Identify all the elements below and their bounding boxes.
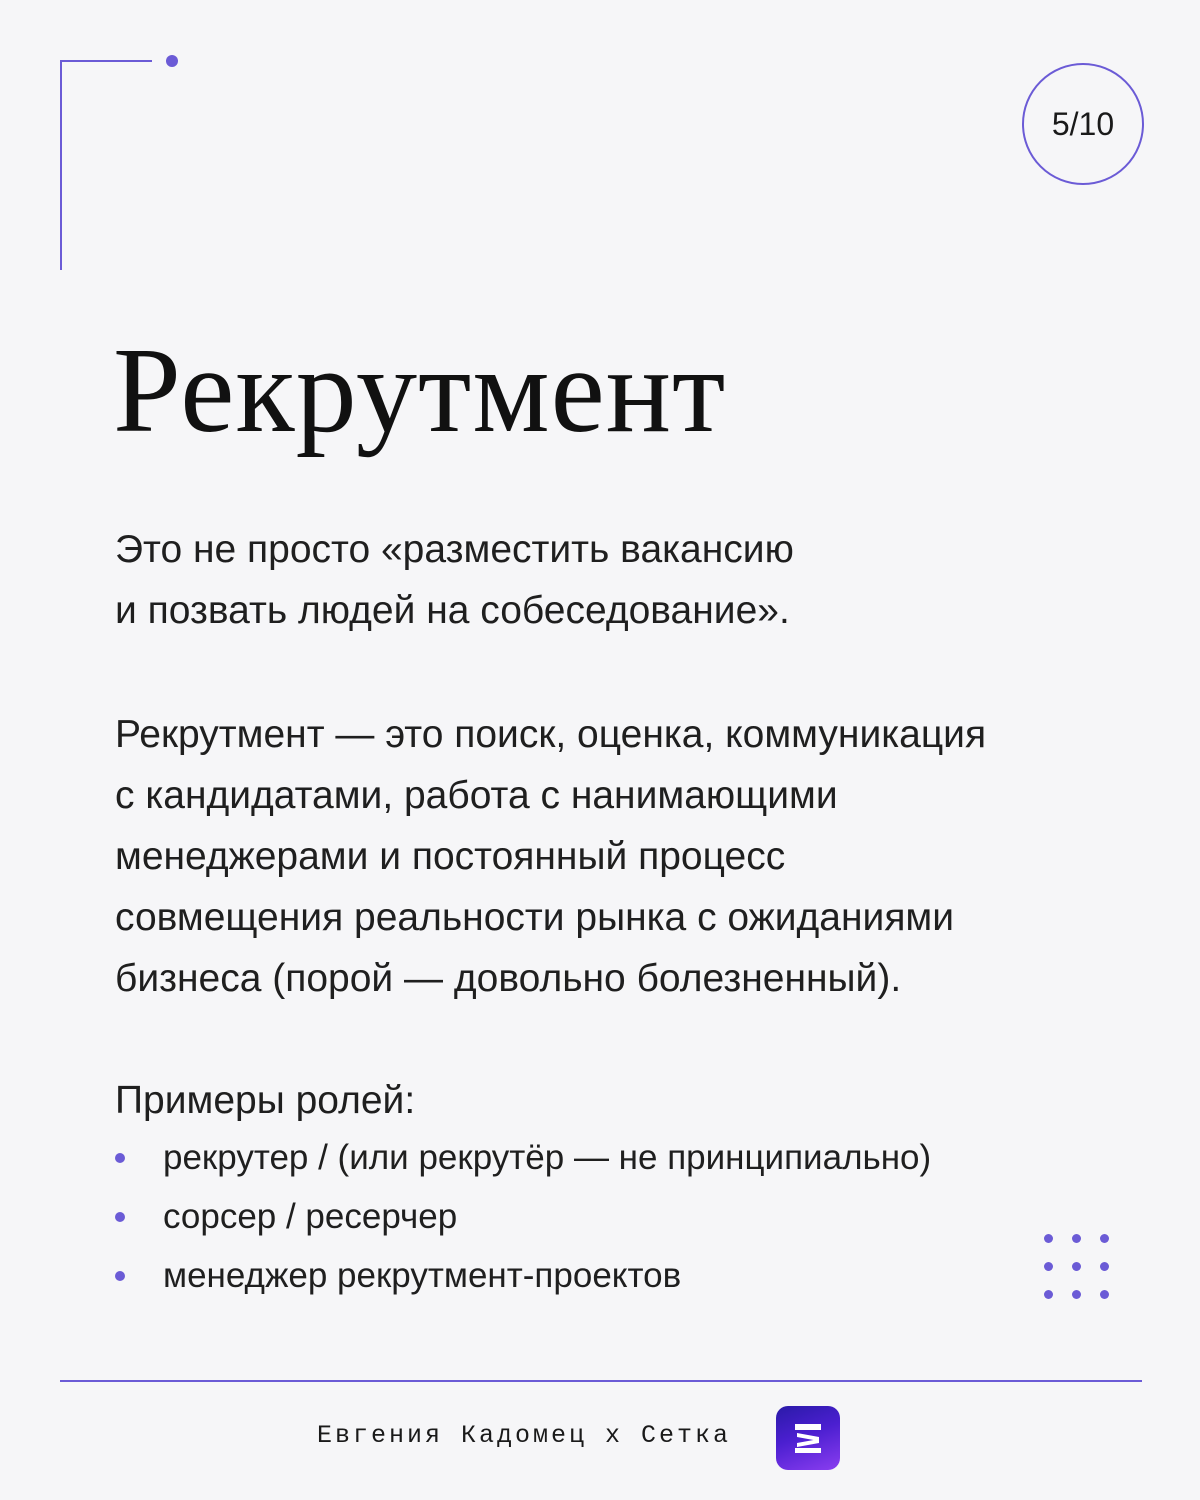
grid-dot bbox=[1072, 1234, 1081, 1243]
bullet-icon bbox=[115, 1271, 125, 1281]
page-counter-label: 5/10 bbox=[1051, 105, 1115, 142]
footer-divider bbox=[60, 1380, 1142, 1382]
grid-dot bbox=[1100, 1290, 1109, 1299]
list-item bbox=[115, 1128, 931, 1187]
corner-dot-decoration bbox=[166, 55, 178, 67]
intro-paragraph bbox=[115, 519, 794, 641]
page-title: Рекрутмент bbox=[113, 323, 727, 458]
paragraph-line: и позвать людей на собеседование». bbox=[115, 589, 790, 632]
grid-dot bbox=[1100, 1262, 1109, 1271]
setka-logo-icon bbox=[776, 1406, 840, 1470]
definition-paragraph bbox=[115, 704, 986, 1009]
grid-dot bbox=[1044, 1262, 1053, 1271]
grid-dot bbox=[1044, 1234, 1053, 1243]
paragraph-line: Рекрутмент — это поиск, оценка, коммуникация bbox=[115, 713, 987, 756]
bullet-icon bbox=[115, 1153, 125, 1163]
grid-dot bbox=[1072, 1262, 1081, 1271]
grid-dot bbox=[1072, 1290, 1081, 1299]
setka-logo-glyph bbox=[788, 1418, 828, 1458]
list-item-label: менеджер рекрутмент-проектов bbox=[163, 1256, 682, 1295]
roles-list bbox=[115, 1128, 931, 1305]
page-counter bbox=[1022, 63, 1144, 185]
bullet-icon bbox=[115, 1212, 125, 1222]
roles-heading: Примеры ролей: bbox=[115, 1079, 416, 1122]
list-item bbox=[115, 1187, 931, 1246]
grid-dot bbox=[1100, 1234, 1109, 1243]
list-item bbox=[115, 1246, 931, 1305]
paragraph-line: менеджерами и постоянный процесс bbox=[115, 835, 786, 878]
list-item-label: сорсер / ресерчер bbox=[163, 1197, 458, 1236]
list-item-label: рекрутер / (или рекрутёр — не принципиально) bbox=[163, 1138, 932, 1177]
paragraph-line: с кандидатами, работа с нанимающими bbox=[115, 774, 838, 817]
dot-grid-decoration bbox=[1034, 1224, 1118, 1308]
paragraph-line: бизнеса (порой — довольно болезненный). bbox=[115, 957, 902, 1000]
grid-dot bbox=[1044, 1290, 1053, 1299]
corner-bracket-decoration bbox=[60, 60, 152, 270]
paragraph-line: Это не просто «разместить вакансию bbox=[115, 528, 794, 571]
paragraph-line: совмещения реальности рынка с ожиданиями bbox=[115, 896, 955, 939]
footer-credits: Евгения Кадомец х Сетка bbox=[317, 1421, 732, 1450]
